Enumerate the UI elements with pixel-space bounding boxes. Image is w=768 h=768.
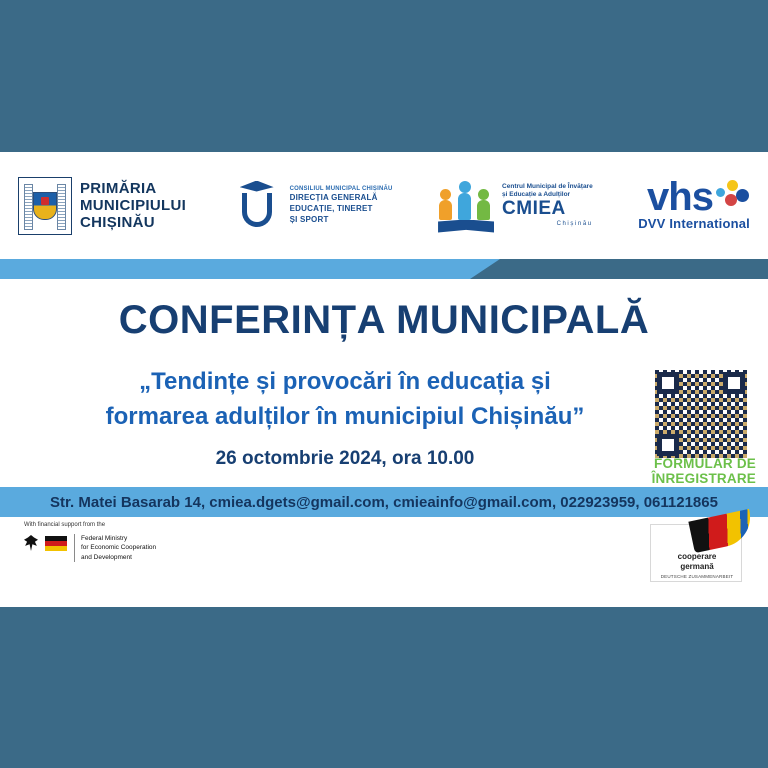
blue-divider <box>0 259 500 279</box>
german-cooperation-logo <box>650 524 742 582</box>
vhs-dots-icon <box>716 180 750 214</box>
coop-line1: cooperare <box>677 552 717 561</box>
primaria-line3: CHIȘINĂU <box>80 214 155 232</box>
cmiea-line1: Centrul Municipal de Învățare <box>502 182 593 190</box>
german-federal-eagle-icon <box>24 535 38 551</box>
vhs-letters: vhs <box>647 175 713 219</box>
logo-cmiea <box>438 179 593 233</box>
logo-dgets <box>232 179 393 233</box>
support-note: With financial support from the <box>24 522 106 528</box>
vhs-subtitle: DVV International <box>638 216 750 231</box>
cmiea-people-book-icon <box>438 179 494 233</box>
primaria-line2: MUNICIPIULUI <box>80 196 187 214</box>
bmz-line1: Federal Ministry <box>81 535 128 542</box>
dgets-line2: DIRECȚIA GENERALĂ <box>289 193 378 203</box>
qr-code-registration[interactable] <box>655 370 747 458</box>
logo-vhs <box>638 175 750 231</box>
dgets-emblem-icon <box>232 179 282 233</box>
bmz-logo <box>24 522 157 562</box>
cmiea-city: Chișinău <box>556 221 593 228</box>
bmz-line2: for Economic Cooperation <box>81 544 157 552</box>
coop-label <box>651 552 743 572</box>
contact-strip: Str. Matei Basarab 14, cmiea.dgets@gmail.com, cmieainfo@gmail.com, 022923959, 061121865 <box>0 487 768 517</box>
page-title: CONFERINȚA MUNICIPALĂ <box>118 298 650 342</box>
dgets-line1: CONSILIUL MUNICIPAL CHIȘINĂU <box>289 186 393 193</box>
primaria-line1: PRIMĂRIA <box>80 179 157 197</box>
cmiea-text <box>502 183 593 229</box>
cmiea-line2: și Educație a Adulților <box>502 190 571 198</box>
dgets-text <box>290 185 393 225</box>
bmz-line3: and Development <box>81 553 132 561</box>
dgets-line3: EDUCAȚIE, TINERET <box>289 204 373 214</box>
primaria-text <box>80 180 186 232</box>
coop-line2: germană <box>680 562 714 571</box>
event-date: 26 octombrie 2024, ora 10.00 <box>215 448 475 469</box>
qr-caption: FORMULAR DE ÎNREGISTRARE <box>651 456 756 486</box>
dgets-line4: ȘI SPORT <box>289 214 329 224</box>
cmiea-name: CMIEA <box>502 198 566 220</box>
logo-primaria <box>18 177 186 235</box>
bmz-text <box>74 534 156 562</box>
german-flag-icon <box>45 536 67 551</box>
coop-sub: DEUTSCHE ZUSAMMENARBEIT <box>660 574 734 579</box>
logo-band <box>0 152 768 259</box>
subtitle-line1: „Tendințe și provocări în educația și <box>139 368 551 395</box>
conference-subtitle <box>40 365 650 435</box>
chisinau-coat-of-arms-icon <box>18 177 72 235</box>
subtitle-line2: formarea adulților în municipiul Chișinău” <box>105 402 585 430</box>
